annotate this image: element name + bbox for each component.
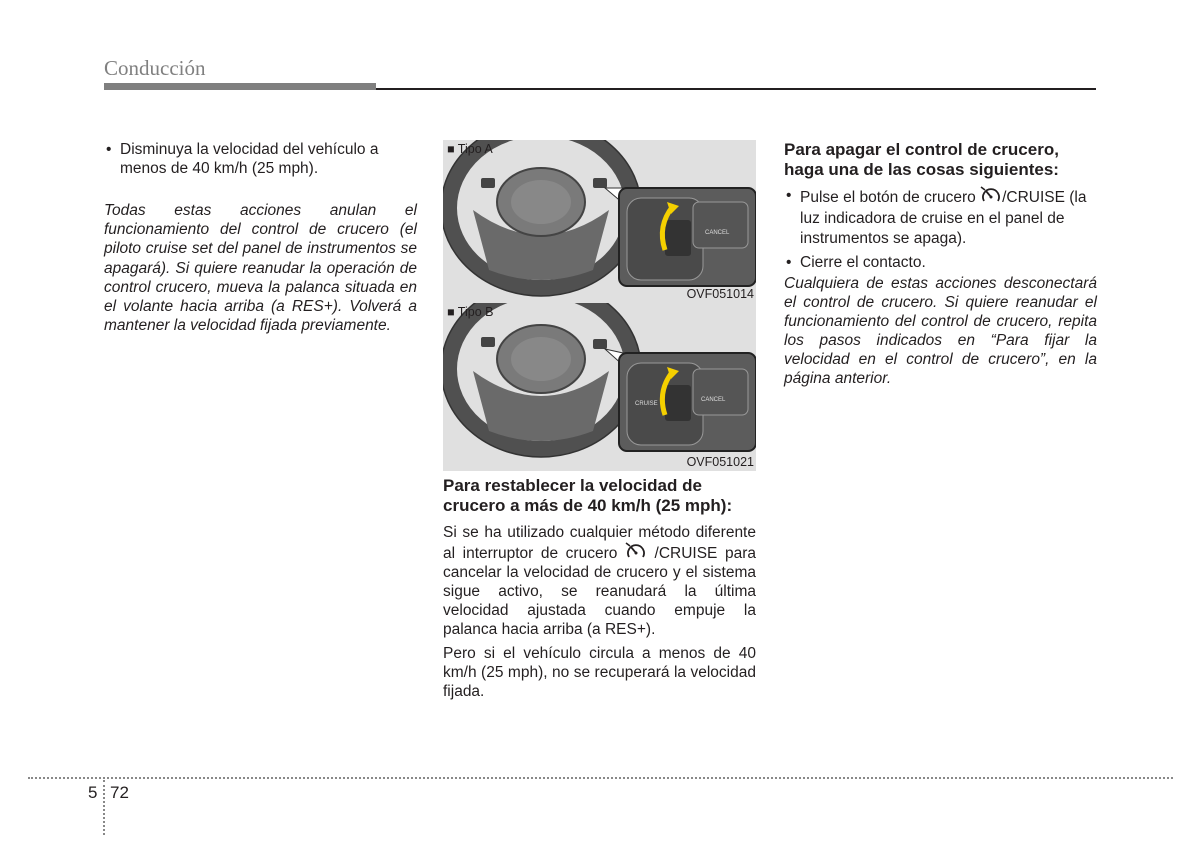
paragraph [443,523,756,639]
figure-label: ■ Tipo B [447,305,494,319]
bullet-dot: • [786,187,792,204]
page-number: 72 [110,783,129,802]
column-middle [443,476,756,701]
bullet-text: Disminuya la velocidad del vehículo a menos de 40 km/h (25 mph). [120,141,379,177]
cancel-label: CANCEL [705,230,730,236]
bullet-dot: • [786,253,792,271]
figure-label: ■ Tipo A [447,142,493,156]
figure-code: OVF051014 [686,287,754,301]
footer-divider [103,780,105,835]
chapter-number: 5 [88,783,98,802]
italic-note: Cualquiera de estas acciones desconectará el control de crucero. Si quiere reanudar el funcionamiento del control de crucero, repita los pasos indicados en “Para fijar la velocidad en el control de crucero”, en la página anterior. [784,274,1097,387]
bullet-text: /CRUISE (la luz indicadora de cruise en el panel de instrumentos se apaga). [800,189,1087,247]
section-heading: Para restablecer la velocidad de crucero a más de 40 km/h (25 mph): [443,476,733,515]
italic-note: Todas estas acciones anulan el funcionamiento del control de crucero (el piloto cruise set del panel de instrumentos se apagará). Si quiere reanudar la operación de control crucero, mueva la palanca situada en el volante hacia arriba (a RES+). Volverá a mantener la velocidad fijada previamente. [104,202,417,335]
cruise-label: CRUISE [635,401,658,407]
bullet-item [104,140,417,178]
header-rule [376,88,1096,90]
paragraph-text: /CRUISE para cancelar la velocidad de crucero y el sistema sigue activo, se reanudará la última velocidad ajustada cuando empuje la palanca hacia arriba (a RES+). [443,545,756,638]
paragraph-text: Si se ha utilizado cualquier método diferente al interruptor de crucero [443,524,756,562]
figure-type-a [443,140,756,303]
column-left [104,140,417,335]
figure-type-b [443,303,756,471]
section-heading: Para apagar el control de crucero, haga una de las cosas siguientes: [784,140,1059,179]
cancel-label: CANCEL [701,397,726,403]
bullet-dot: • [106,141,112,158]
header-bar [104,83,376,90]
footer-rule [28,777,1173,779]
section-title: Conducción [104,56,206,80]
bullet-text: Cierre el contacto. [800,253,926,271]
steering-wheel-illustration [443,303,756,471]
bullet-item [784,253,1097,272]
bullet-text: Pulse el botón de crucero [800,189,976,206]
paragraph: Pero si el vehículo circula a menos de 40 km/h (25 mph), no se recuperará la velocidad fijada. [443,645,756,700]
column-right [784,140,1097,388]
bullet-item [784,186,1097,250]
figure-code: OVF051021 [686,455,754,469]
cruise-icon [980,186,1002,206]
cruise-icon [625,542,647,562]
steering-wheel-illustration [443,140,756,303]
